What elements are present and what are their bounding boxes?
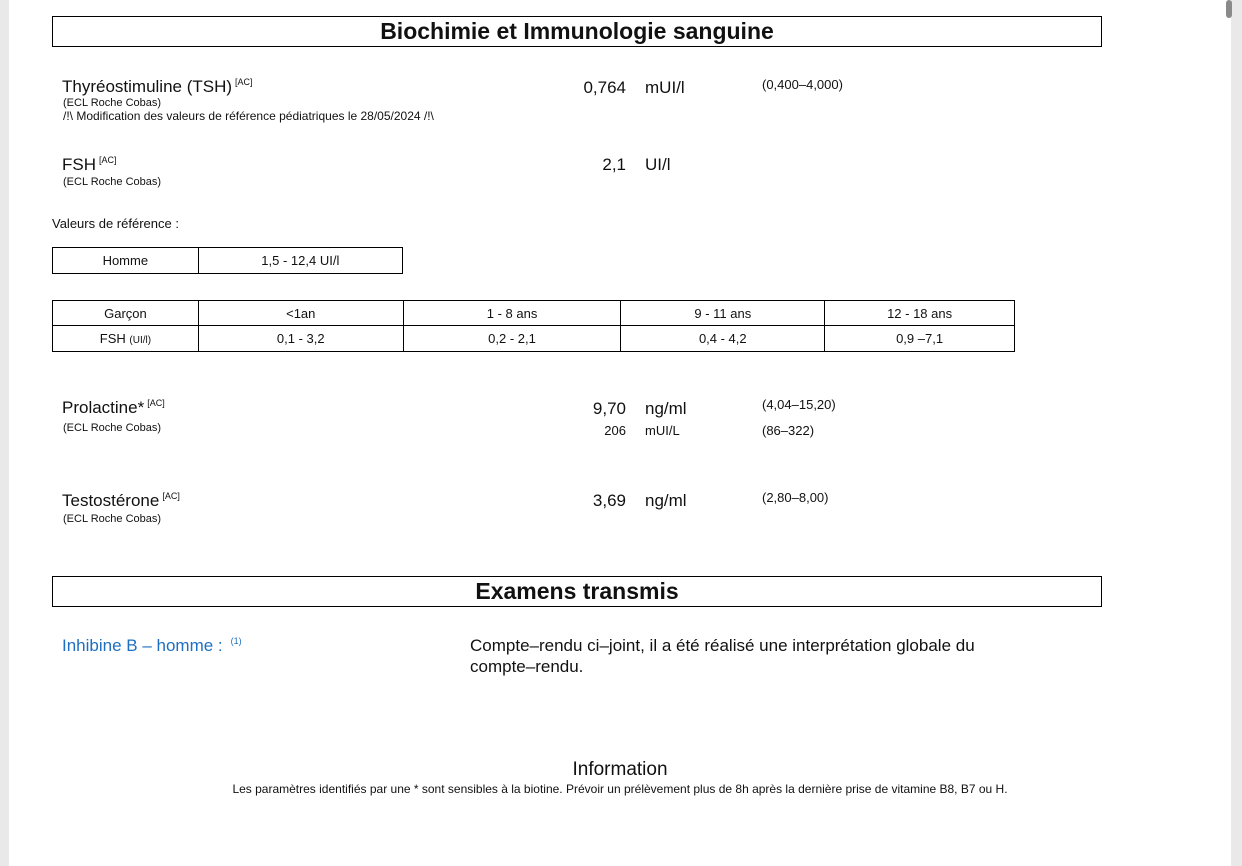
testosterone-ref: (2,80–8,00) bbox=[762, 490, 829, 505]
testosterone-label: Testostérone bbox=[62, 491, 160, 510]
inhibine-label[interactable]: Inhibine B – homme : bbox=[62, 636, 223, 655]
fsh-tag: [AC] bbox=[99, 155, 117, 165]
peds-header-2: 1 - 8 ans bbox=[403, 301, 621, 326]
section-header-examens bbox=[52, 576, 1102, 607]
peds-value-3: 0,9 –7,1 bbox=[825, 326, 1015, 352]
inhibine-link[interactable] bbox=[62, 636, 242, 656]
information-body: Les paramètres identifiés par une * sont sensibles à la biotine. Prévoir un prélèvement plus de 8h après la dernière prise de vitamine B8, B7 ou H. bbox=[232, 782, 1008, 796]
adult-ref-label: Homme bbox=[53, 248, 199, 274]
tsh-name bbox=[62, 77, 253, 97]
peds-value-2: 0,4 - 4,2 bbox=[621, 326, 825, 352]
prolactine-tag: [AC] bbox=[147, 398, 165, 408]
inhibine-text-line-2: compte–rendu. bbox=[470, 657, 584, 676]
testosterone-name bbox=[62, 491, 180, 511]
peds-row-label-text: FSH bbox=[99, 331, 126, 346]
testosterone-unit: ng/ml bbox=[645, 491, 687, 510]
ref-values-label: Valeurs de référence : bbox=[52, 216, 179, 231]
peds-header-0: Garçon bbox=[53, 301, 199, 326]
tsh-tag: [AC] bbox=[235, 77, 253, 87]
peds-header-1: <1an bbox=[198, 301, 403, 326]
fsh-method: (ECL Roche Cobas) bbox=[63, 176, 162, 188]
fsh-value: 2,1 bbox=[602, 155, 626, 174]
section-header-biochimie bbox=[52, 16, 1102, 47]
table-row bbox=[53, 248, 403, 274]
tsh-note: /!\ Modification des valeurs de référence pédiatriques le 28/05/2024 /!\ bbox=[63, 109, 434, 123]
prolactine-value-2: 206 bbox=[604, 423, 626, 438]
scrollbar-thumb[interactable] bbox=[1226, 0, 1232, 18]
peds-header-3: 9 - 11 ans bbox=[621, 301, 825, 326]
prolactine-unit-2: mUI/L bbox=[645, 423, 680, 438]
adult-ref-table bbox=[52, 247, 403, 274]
tsh-value: 0,764 bbox=[583, 78, 626, 97]
table-row bbox=[53, 326, 1015, 352]
peds-value-0: 0,1 - 3,2 bbox=[198, 326, 403, 352]
fsh-label: FSH bbox=[62, 155, 96, 174]
prolactine-unit: ng/ml bbox=[645, 399, 687, 418]
tsh-method: (ECL Roche Cobas) bbox=[63, 97, 162, 109]
tsh-ref: (0,400–4,000) bbox=[762, 77, 843, 92]
testosterone-method: (ECL Roche Cobas) bbox=[63, 513, 162, 525]
prolactine-name bbox=[62, 398, 165, 418]
tsh-unit: mUI/l bbox=[645, 78, 685, 97]
prolactine-method: (ECL Roche Cobas) bbox=[63, 422, 162, 434]
inhibine-text-line-1: Compte–rendu ci–joint, il a été réalisé une interprétation globale du bbox=[470, 636, 975, 655]
section-title-examens: Examens transmis bbox=[475, 578, 679, 604]
tsh-label: Thyréostimuline (TSH) bbox=[62, 77, 233, 96]
fsh-name bbox=[62, 155, 117, 175]
prolactine-value: 9,70 bbox=[592, 399, 626, 418]
peds-row-label-unit: (UI/l) bbox=[129, 335, 152, 346]
fsh-unit: UI/l bbox=[645, 155, 671, 174]
peds-value-1: 0,2 - 2,1 bbox=[403, 326, 621, 352]
table-row bbox=[53, 301, 1015, 326]
report-page bbox=[9, 0, 1231, 866]
pediatric-ref-table bbox=[52, 300, 1015, 352]
peds-header-4: 12 - 18 ans bbox=[825, 301, 1015, 326]
inhibine-tag: (1) bbox=[230, 636, 242, 646]
prolactine-label: Prolactine* bbox=[62, 398, 145, 417]
peds-row-label bbox=[53, 326, 199, 352]
prolactine-ref: (4,04–15,20) bbox=[762, 397, 836, 412]
section-title-biochimie: Biochimie et Immunologie sanguine bbox=[380, 18, 774, 44]
information-title: Information bbox=[572, 759, 668, 780]
prolactine-ref-2: (86–322) bbox=[762, 423, 815, 438]
testosterone-tag: [AC] bbox=[162, 491, 180, 501]
adult-ref-value: 1,5 - 12,4 UI/l bbox=[198, 248, 402, 274]
testosterone-value: 3,69 bbox=[592, 491, 626, 510]
